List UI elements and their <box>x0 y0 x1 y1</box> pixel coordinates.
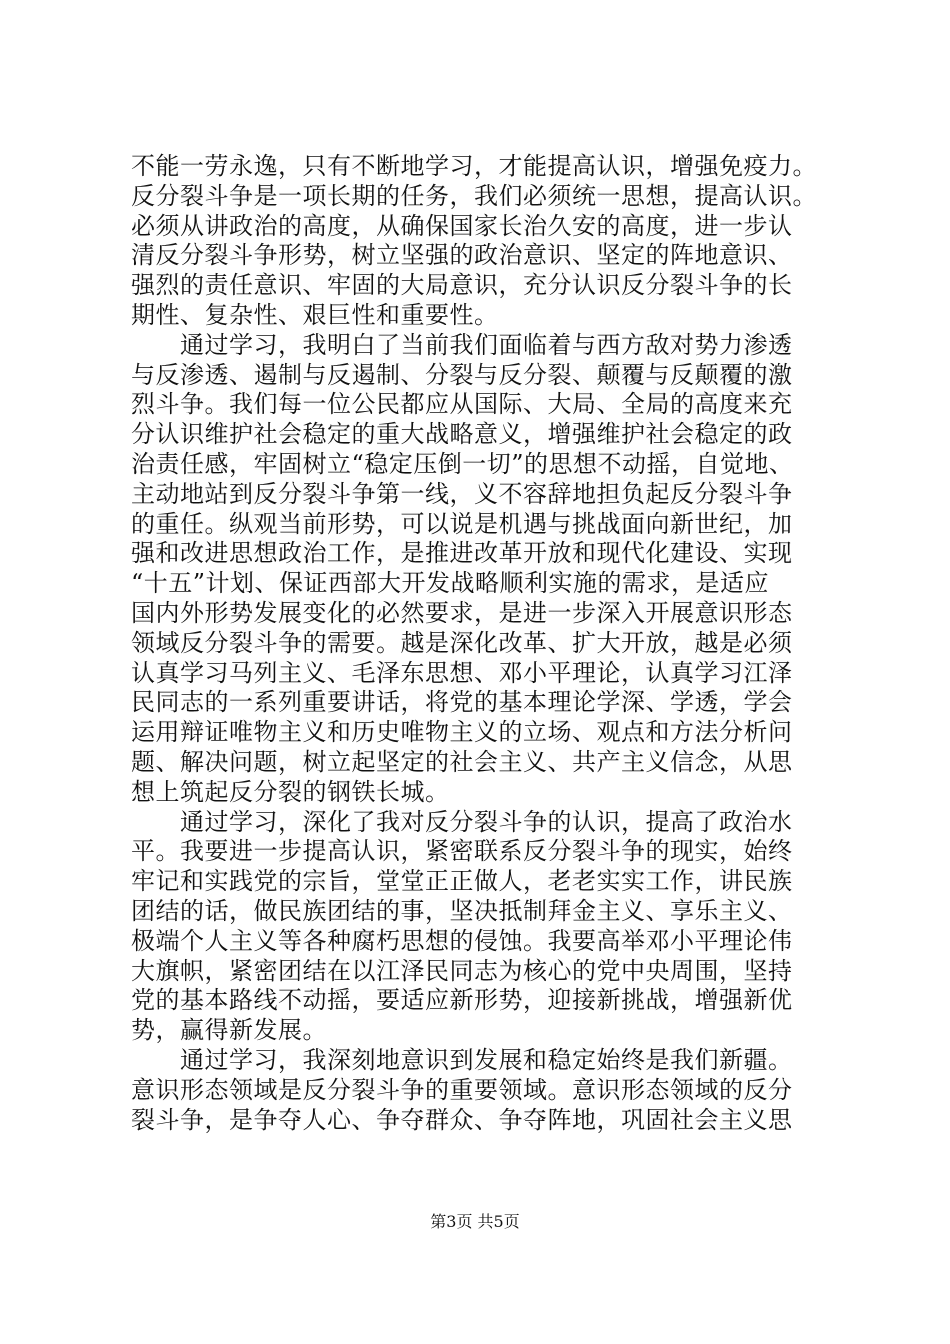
text-line: 大旗帜，紧密团结在以江泽民同志为核心的党中央周围，坚持 <box>131 956 793 985</box>
text-line: 国内外形势发展变化的必然要求，是进一步深入开展意识形态 <box>131 598 793 627</box>
text-line: 牢记和实践党的宗旨，堂堂正正做人，老老实实工作，讲民族 <box>131 867 793 896</box>
text-line: 治责任感，牢固树立“稳定压倒一切”的思想不动摇，自觉地、 <box>131 449 794 478</box>
text-line: 党的基本路线不动摇，要适应新形势，迎接新挑战，增强新优 <box>131 986 793 1015</box>
text-line: 与反渗透、遏制与反遏制、分裂与反分裂、颠覆与反颠覆的激 <box>131 360 793 389</box>
text-line: 民同志的一系列重要讲话，将党的基本理论学深、学透，学会 <box>131 688 793 717</box>
text-line: 的重任。纵观当前形势，可以说是机遇与挑战面向新世纪，加 <box>131 509 793 538</box>
text-line: 通过学习，深化了我对反分裂斗争的认识，提高了政治水 <box>131 807 793 836</box>
text-line: 强烈的责任意识、牢固的大局意识，充分认识反分裂斗争的长 <box>131 271 793 300</box>
text-line: 运用辩证唯物主义和历史唯物主义的立场、观点和方法分析问 <box>131 718 793 747</box>
body-text <box>131 152 831 1135</box>
text-line: 想上筑起反分裂的钢铁长城。 <box>131 777 450 806</box>
text-line: 必须从讲政治的高度，从确保国家长治久安的高度，进一步认 <box>131 211 793 240</box>
text-line: 主动地站到反分裂斗争第一线，义不容辞地担负起反分裂斗争 <box>131 479 793 508</box>
text-line: 期性、复杂性、艰巨性和重要性。 <box>131 300 499 329</box>
text-line: 认真学习马列主义、毛泽东思想、邓小平理论，认真学习江泽 <box>131 658 793 687</box>
text-line: 反分裂斗争是一项长期的任务，我们必须统一思想，提高认识。 <box>131 181 817 210</box>
text-line: 团结的话，做民族团结的事，坚决抵制拜金主义、享乐主义、 <box>131 896 793 925</box>
text-line: 领域反分裂斗争的需要。越是深化改革、扩大开放，越是必须 <box>131 628 793 657</box>
text-line: 强和改进思想政治工作，是推进改革开放和现代化建设、实现 <box>131 539 793 568</box>
page-number-footer: 第3页 共5页 <box>430 1212 520 1231</box>
text-line: 通过学习，我深刻地意识到发展和稳定始终是我们新疆。 <box>131 1045 793 1074</box>
text-line: 势，赢得新发展。 <box>131 1016 327 1045</box>
text-line: 不能一劳永逸，只有不断地学习，才能提高认识，增强免疫力。 <box>131 152 817 180</box>
text-line: 题、解决问题，树立起坚定的社会主义、共产主义信念，从思 <box>131 747 793 776</box>
text-line: 分认识维护社会稳定的重大战略意义，增强维护社会稳定的政 <box>131 420 793 449</box>
text-line: “十五”计划、保证西部大开发战略顺利实施的需求，是适应 <box>131 569 770 598</box>
text-line: 极端个人主义等各种腐朽思想的侵蚀。我要高举邓小平理论伟 <box>131 926 793 955</box>
text-line: 裂斗争，是争夺人心、争夺群众、争夺阵地，巩固社会主义思 <box>131 1105 793 1134</box>
text-line: 意识形态领域是反分裂斗争的重要领域。意识形态领域的反分 <box>131 1075 793 1104</box>
text-line: 通过学习，我明白了当前我们面临着与西方敌对势力渗透 <box>131 330 793 359</box>
text-line: 清反分裂斗争形势，树立坚强的政治意识、坚定的阵地意识、 <box>131 241 793 270</box>
text-line: 平。我要进一步提高认识，紧密联系反分裂斗争的现实，始终 <box>131 837 793 866</box>
text-line: 烈斗争。我们每一位公民都应从国际、大局、全局的高度来充 <box>131 390 793 419</box>
